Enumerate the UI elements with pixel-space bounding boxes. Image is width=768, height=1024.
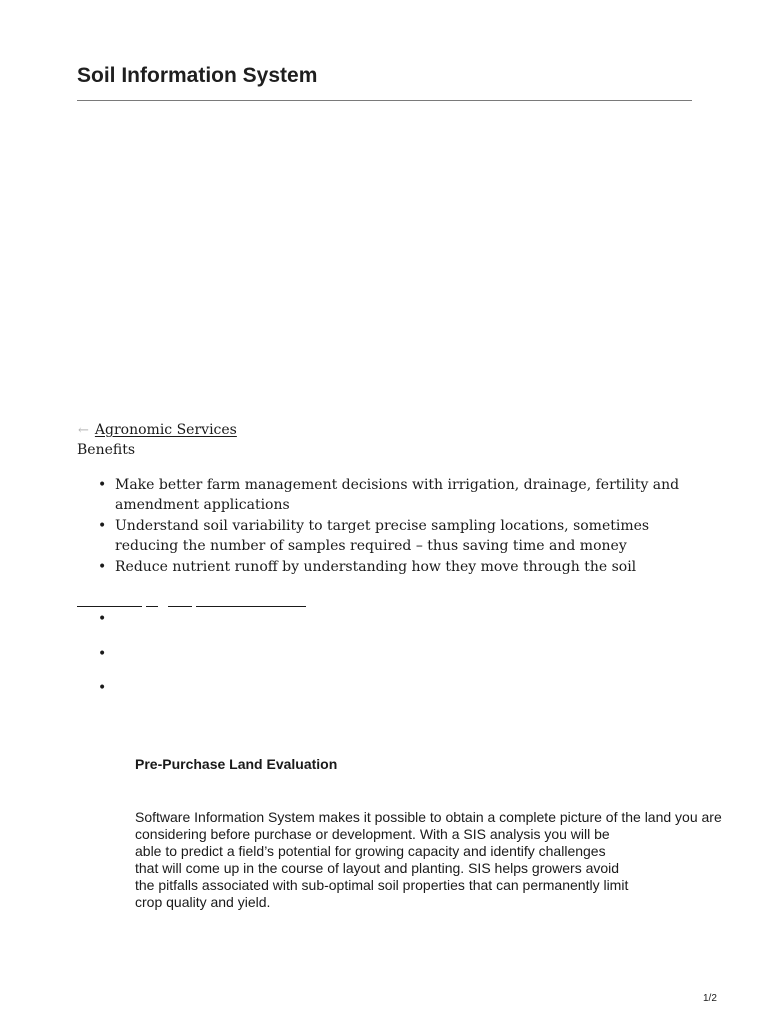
list-item: • Reduce nutrient runoff by understanding how they move through the soil: [77, 557, 697, 577]
body-line: that will come up in the course of layout and planting. SIS helps growers avoid: [135, 860, 620, 876]
underline-fragment: [146, 606, 158, 607]
section-heading: Pre-Purchase Land Evaluation: [135, 756, 338, 772]
body-line: the pitfalls associated with sub-optimal soil properties that can permanently limit: [135, 877, 629, 893]
underline-fragment: [168, 606, 192, 607]
list-item: • Make better farm management decisions with irrigation, drainage, fertility and amendment applications: [77, 475, 697, 515]
body-line: crop quality and yield.: [135, 894, 271, 910]
left-arrow-icon[interactable]: ←: [78, 423, 89, 438]
empty-list-bullet: •: [98, 680, 107, 696]
page-title: Soil Information System: [77, 64, 318, 87]
underline-fragment: [196, 606, 306, 607]
empty-list-bullet: •: [98, 611, 107, 627]
benefits-list: [77, 475, 697, 578]
body-line: able to predict a field’s potential for growing capacity and identify challenges: [135, 843, 606, 859]
list-item: • Understand soil variability to target precise sampling locations, sometimes reducing the number of samples required – thus saving time and money: [77, 516, 697, 556]
title-divider: [77, 100, 692, 101]
body-line: Software Information System makes it possible to obtain a complete picture of the land you are: [135, 809, 722, 825]
body-line: considering before purchase or development. With a SIS analysis you will be: [135, 826, 610, 842]
section-body: [135, 809, 760, 911]
back-link-row[interactable]: [78, 421, 237, 440]
page-number: 1/2: [703, 993, 717, 1004]
agronomic-services-link[interactable]: Agronomic Services: [94, 422, 237, 438]
empty-list-bullet: •: [98, 646, 107, 662]
underline-fragment: [77, 606, 142, 607]
benefits-heading: Benefits: [77, 442, 136, 458]
